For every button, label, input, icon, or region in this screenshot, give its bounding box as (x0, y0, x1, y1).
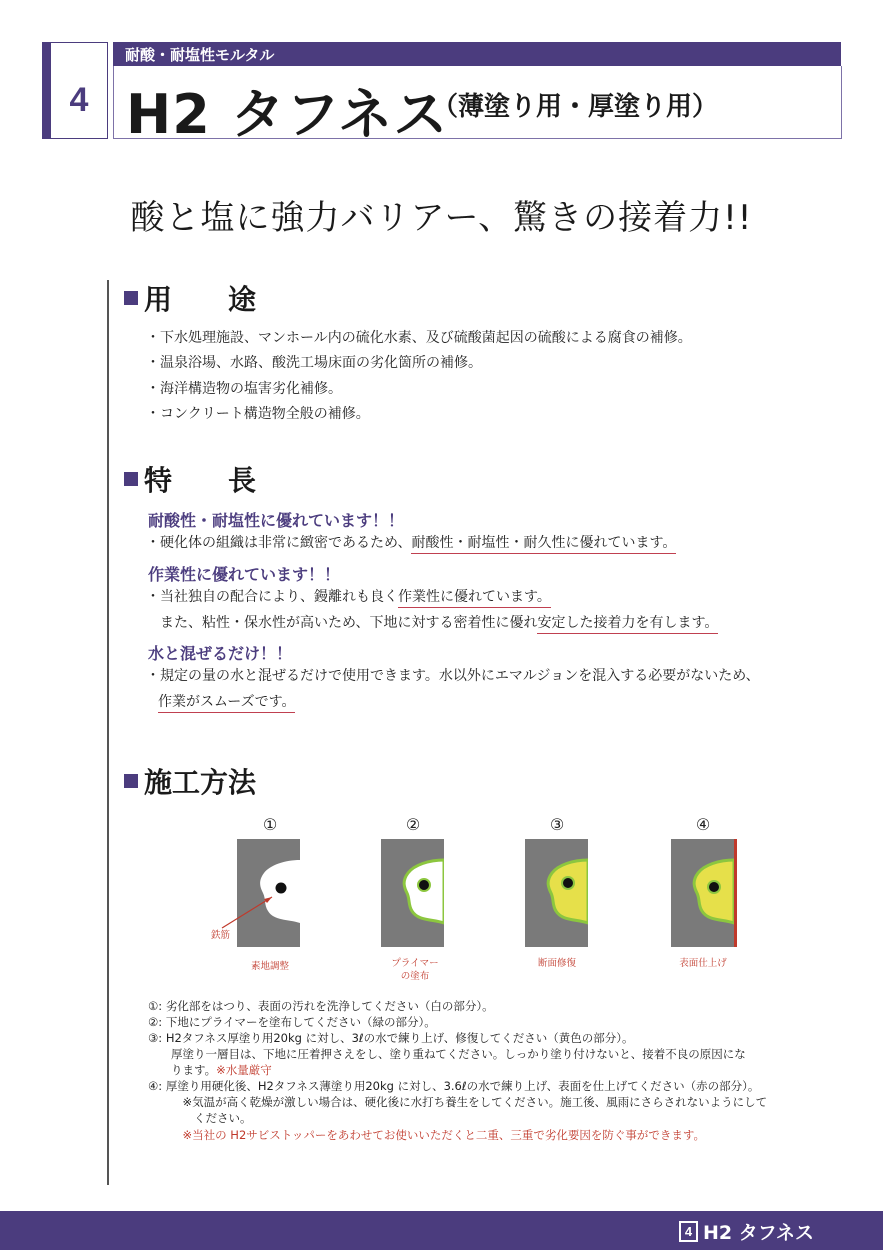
feature-water-line2-text: 作業がスムーズです。 (158, 694, 295, 713)
uses-item: ・コンクリート構造物全般の補修。 (146, 406, 370, 422)
method-heading-text: 施工方法 (144, 766, 257, 799)
feature-water-title: 水と混ぜるだけ！！ (148, 644, 293, 663)
method-note: ※気温が高く乾燥が激しい場合は、硬化後に水打ち養生をしてください。施工後、風雨にさらされないようにして (148, 1095, 768, 1109)
feature-workability-line1 (146, 586, 551, 606)
uses-heading-text: 用 途 (144, 283, 257, 316)
feature-workability-line2-b: 安定した接着力を有します。 (537, 615, 718, 634)
section-number: 4 (69, 81, 89, 119)
step2-edge-mask (444, 857, 447, 927)
feature-workability-line2 (146, 612, 718, 632)
category-band (113, 42, 841, 66)
method-note: 厚塗り一層目は、下地に圧着押さえをし、塗り重ねてください。しっかり塗り付けないと、接着不良の原因にな (148, 1047, 746, 1061)
step2-diagram (381, 839, 447, 947)
method-note: ①: 劣化部をはつり、表面の汚れを洗浄してください（白の部分）。 (148, 999, 494, 1013)
content-left-rule (107, 280, 109, 1185)
feature-workability-line1-a: ・当社独自の配合により、鏝離れも良く (146, 589, 398, 605)
step3-rebar (562, 877, 574, 889)
water-strict-warning: ※水量厳守 (216, 1063, 272, 1077)
header-accent-bar (42, 42, 51, 139)
construction-steps-diagram (200, 835, 760, 955)
step4-rebar (708, 881, 720, 893)
section-number-box (51, 42, 108, 139)
heading-square-icon (124, 774, 138, 788)
features-heading (124, 459, 256, 499)
step-number: ② (405, 815, 421, 834)
method-note-text: ります。 (148, 1063, 217, 1077)
heading-square-icon (124, 291, 138, 305)
feature-acid-text-b: 耐酸性・耐塩性・耐久性に優れています。 (411, 535, 676, 554)
step3-diagram (525, 839, 591, 947)
method-heading (124, 761, 256, 801)
uses-item: ・下水処理施設、マンホール内の硫化水素、及び硫酸菌起因の硫酸による腐食の補修。 (146, 330, 692, 346)
uses-item: ・海洋構造物の塩害劣化補修。 (146, 381, 342, 397)
feature-water-line2 (158, 691, 295, 711)
step-caption: プライマー の塗布 (391, 958, 439, 982)
heading-square-icon (124, 472, 138, 486)
uses-heading (124, 278, 256, 318)
features-heading-text: 特 長 (144, 464, 257, 497)
step-caption: 素地調整 (250, 961, 289, 972)
step1-rebar (276, 883, 287, 894)
method-note: ④: 厚塗り用硬化後、H2タフネス薄塗り用20kg に対し、3.6ℓの水で練り上げ、表面を仕上げてください（赤の部分）。 (148, 1079, 760, 1093)
step4-finish-layer (734, 839, 737, 947)
method-note-recommendation: ※当社の H2サビストッパーをあわせてお使いいただくと二重、三重で劣化要因を防ぐ事ができます。 (148, 1128, 705, 1142)
step-caption: 断面修復 (537, 958, 576, 969)
uses-item: ・温泉浴場、水路、酸洗工場床面の劣化箇所の補修。 (146, 355, 482, 371)
method-note: ください。 (148, 1111, 252, 1125)
category-label: 耐酸・耐塩性モルタル (125, 46, 275, 64)
step4-diagram (671, 839, 737, 947)
step2-rebar (418, 879, 430, 891)
catchphrase: 酸と塩に強力バリアー、驚きの接着力!! (130, 198, 753, 238)
method-note: ③: H2タフネス厚塗り用20kg に対し、3ℓの水で練り上げ、修復してください（黄色の部分）。 (148, 1031, 634, 1045)
step-number: ④ (695, 815, 711, 834)
footer-title: H2 タフネス (703, 1222, 814, 1244)
step1-diagram (222, 839, 300, 947)
product-title: H2 タフネス (126, 83, 449, 146)
feature-workability-line1-b: 作業性に優れています。 (398, 589, 551, 608)
feature-acid-title: 耐酸性・耐塩性に優れています！！ (148, 511, 405, 530)
step3-edge-mask (588, 857, 591, 927)
method-note: ②: 下地にプライマーを塗布してください（緑の部分）。 (148, 1015, 436, 1029)
step-number: ③ (549, 815, 565, 834)
feature-acid-text (146, 532, 676, 552)
feature-workability-title: 作業性に優れています！！ (148, 565, 341, 584)
method-note (148, 1062, 272, 1078)
feature-workability-line2-a: また、粘性・保水性が高いため、下地に対する密着性に優れ (146, 615, 538, 631)
step-caption: 表面仕上げ (679, 958, 727, 969)
product-subtitle: （薄塗り用・厚塗り用） (432, 92, 719, 122)
footer-band (0, 1211, 883, 1250)
footer-number: 4 (679, 1221, 698, 1242)
rebar-label: 鉄筋 (211, 930, 231, 941)
feature-water-line1: ・規定の量の水と混ぜるだけで使用できます。水以外にエマルジョンを混入する必要がないため、 (146, 668, 760, 684)
feature-acid-text-a: ・硬化体の組織は非常に緻密であるため、 (146, 535, 412, 551)
title-box (113, 66, 842, 146)
step-number: ① (262, 815, 278, 834)
